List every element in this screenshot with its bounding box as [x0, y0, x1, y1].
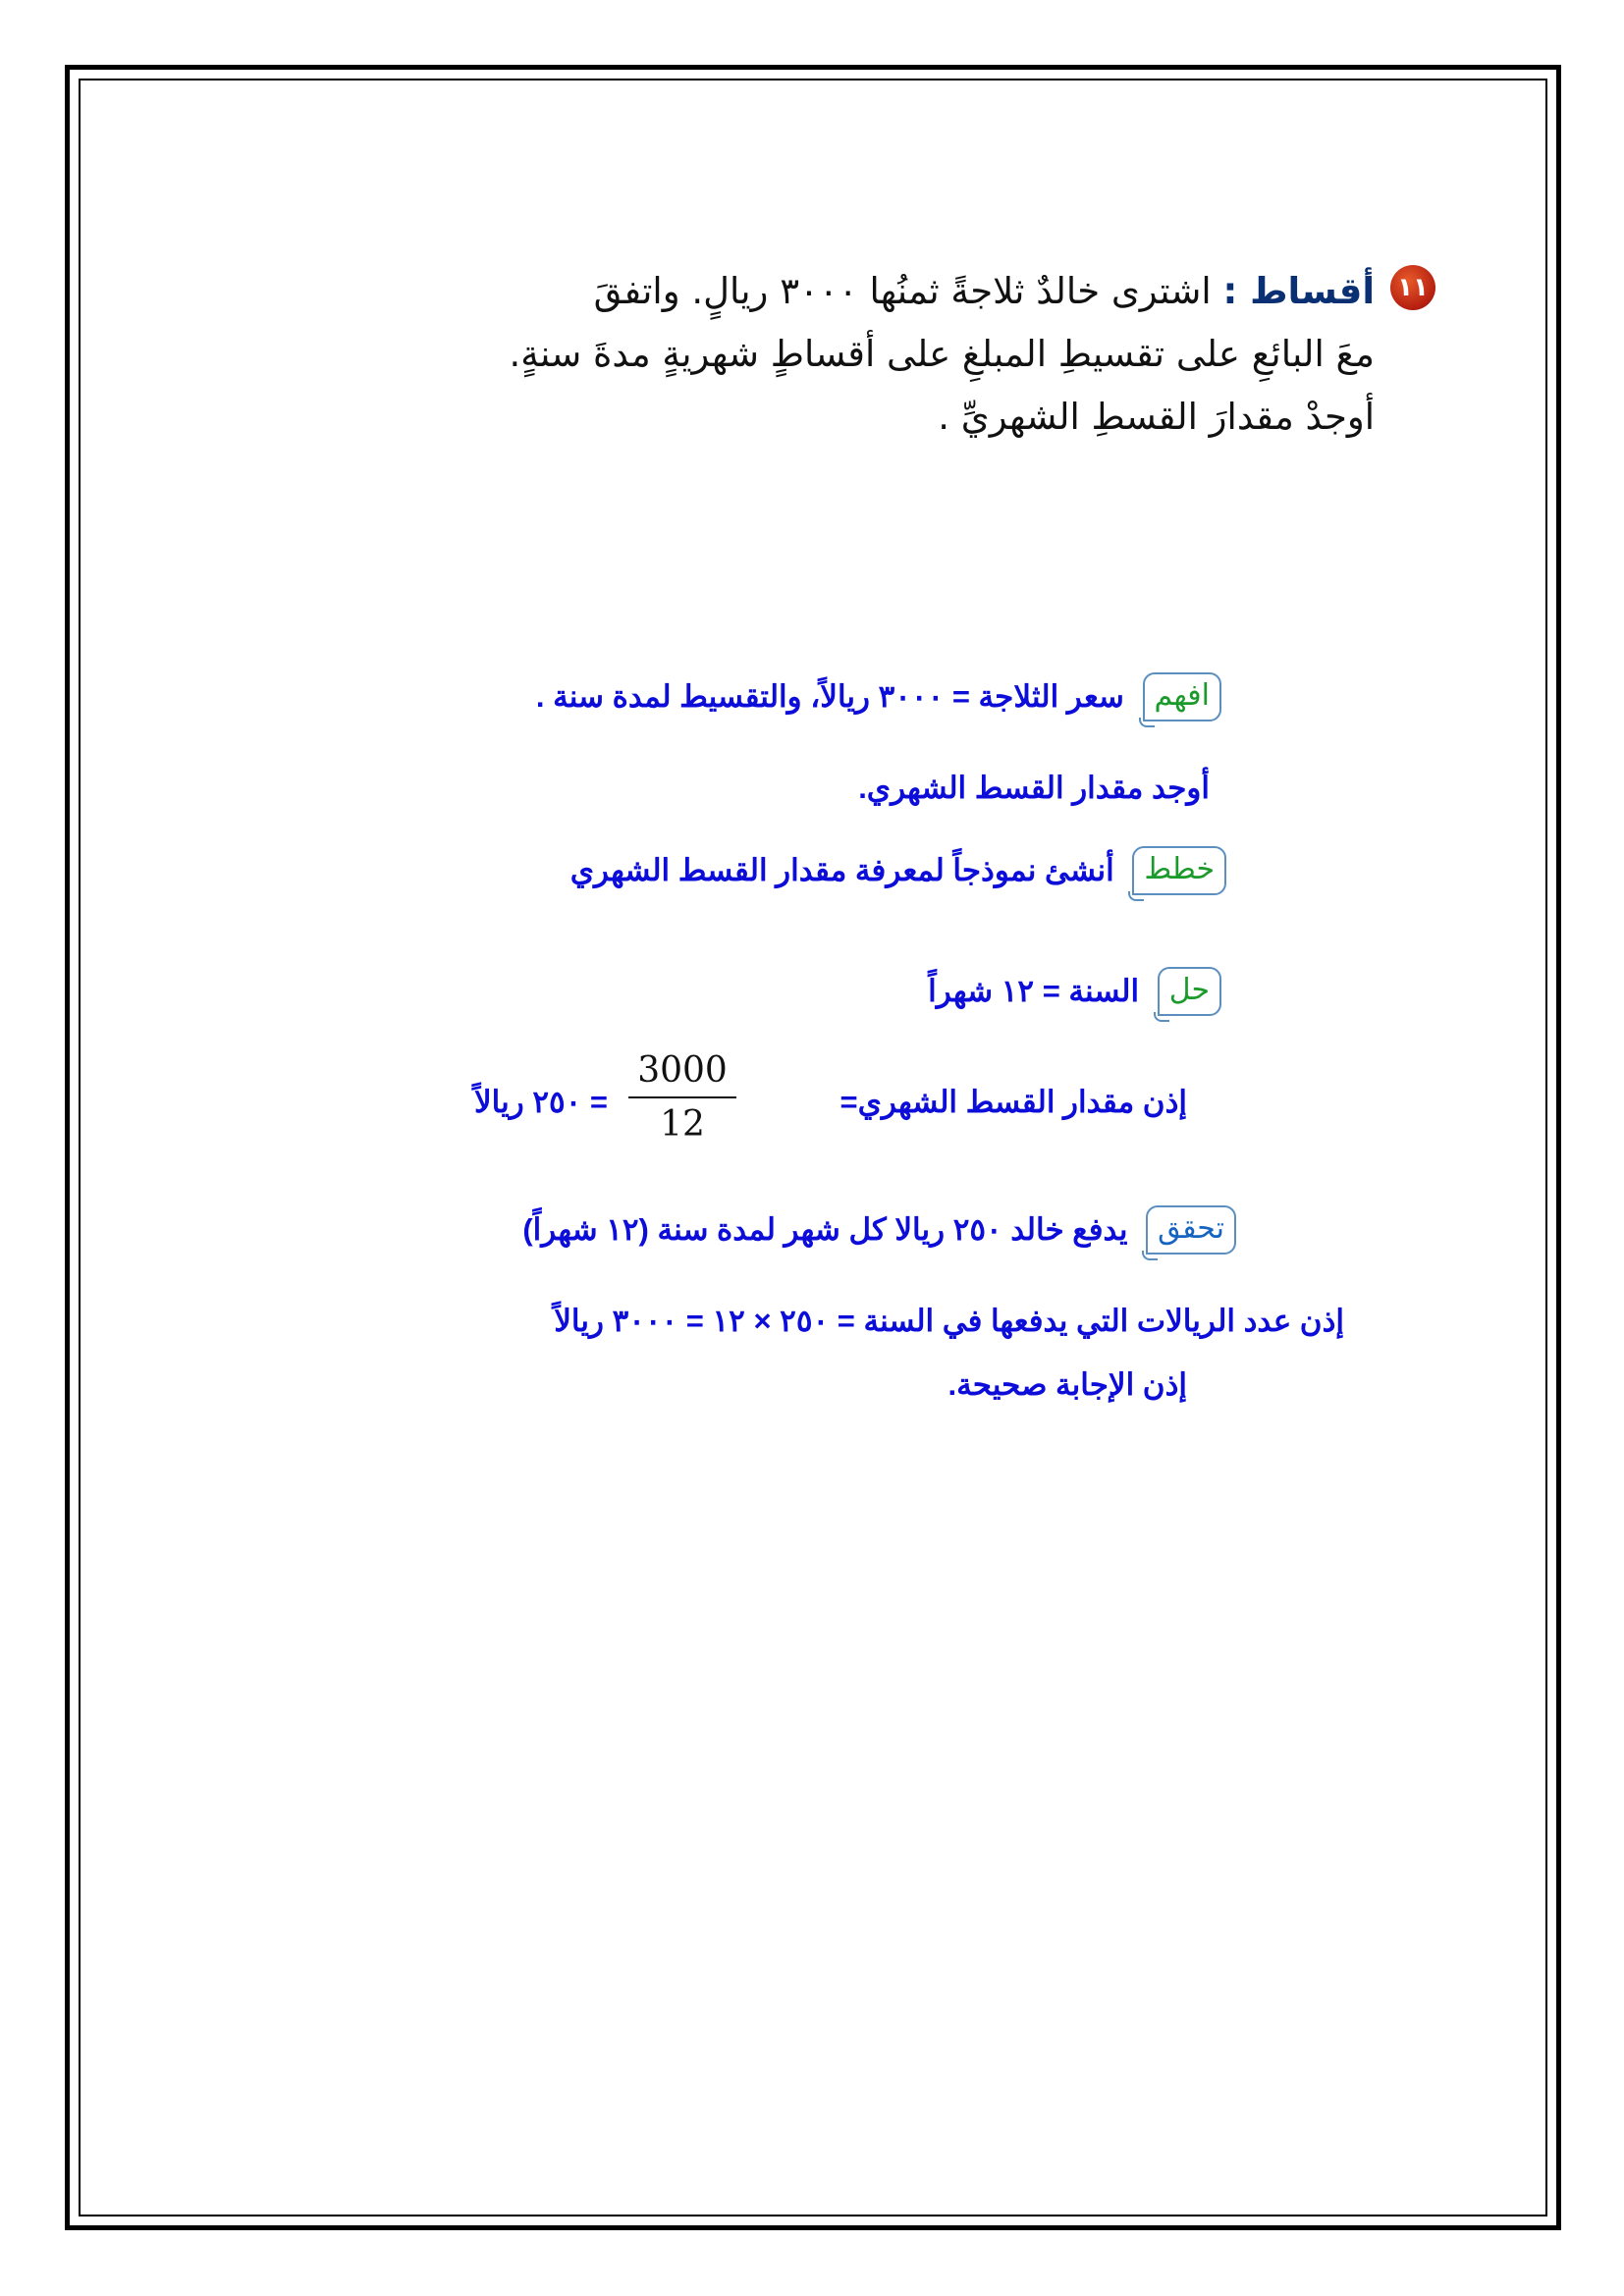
check-line-1: يدفع خالد ٢٥٠ ريالا كل شهر لمدة سنة (١٢ شهراً)	[522, 1212, 1128, 1247]
fraction-bar	[628, 1096, 736, 1098]
solve-label-box: حل	[1158, 967, 1221, 1016]
problem-statement	[295, 265, 1429, 454]
plan-line-1: أنشئ نموذجاً لمعرفة مقدار القسط الشهري	[569, 853, 1114, 887]
check-line-3: إذن الإجابة صحيحة.	[947, 1367, 1187, 1402]
understand-line-2: أوجد مقدار القسط الشهري.	[858, 771, 1210, 805]
solve-line-2-prefix: إذن مقدار القسط الشهري=	[839, 1085, 1187, 1119]
problem-text-1: اشترى خالدٌ ثلاجةً ثمنُها ٣٠٠٠ ريالٍ. واتفقَ	[593, 270, 1212, 312]
understand-line-1: سعر الثلاجة = ٣٠٠٠ ريالاً، والتقسيط لمدة سنة .	[535, 679, 1124, 714]
understand-step	[536, 672, 1221, 721]
solve-line-1: السنة = ١٢ شهراً	[928, 974, 1140, 1008]
problem-number-badge: ١١	[1390, 265, 1435, 310]
fraction-numerator: 3000	[637, 1050, 728, 1091]
solve-fraction	[628, 1050, 736, 1145]
problem-line-2: معَ البائعِ على تقسيطِ المبلغِ على أقساطٍ شهريةٍ مدةَ سنةٍ.	[509, 333, 1375, 375]
check-line-2: إذن عدد الريالات التي يدفعها في السنة = ٢٥٠ × ١٢ = ٣٠٠٠ ريالاً	[554, 1304, 1344, 1338]
plan-step	[570, 846, 1226, 895]
problem-keyword: أقساط :	[1222, 270, 1375, 312]
plan-label-box: خطط	[1132, 846, 1226, 895]
fraction-denominator: 12	[660, 1104, 705, 1145]
problem-line-3: أوجدْ مقدارَ القسطِ الشهريِّ .	[938, 396, 1375, 438]
check-step	[522, 1205, 1236, 1255]
check-label-box: تحقق	[1146, 1205, 1236, 1255]
solve-line-2-suffix: = ٢٥٠ ريالاً	[473, 1085, 608, 1119]
solve-step	[928, 967, 1221, 1016]
problem-line-1	[295, 265, 1429, 328]
understand-label-box: افهم	[1143, 672, 1221, 721]
